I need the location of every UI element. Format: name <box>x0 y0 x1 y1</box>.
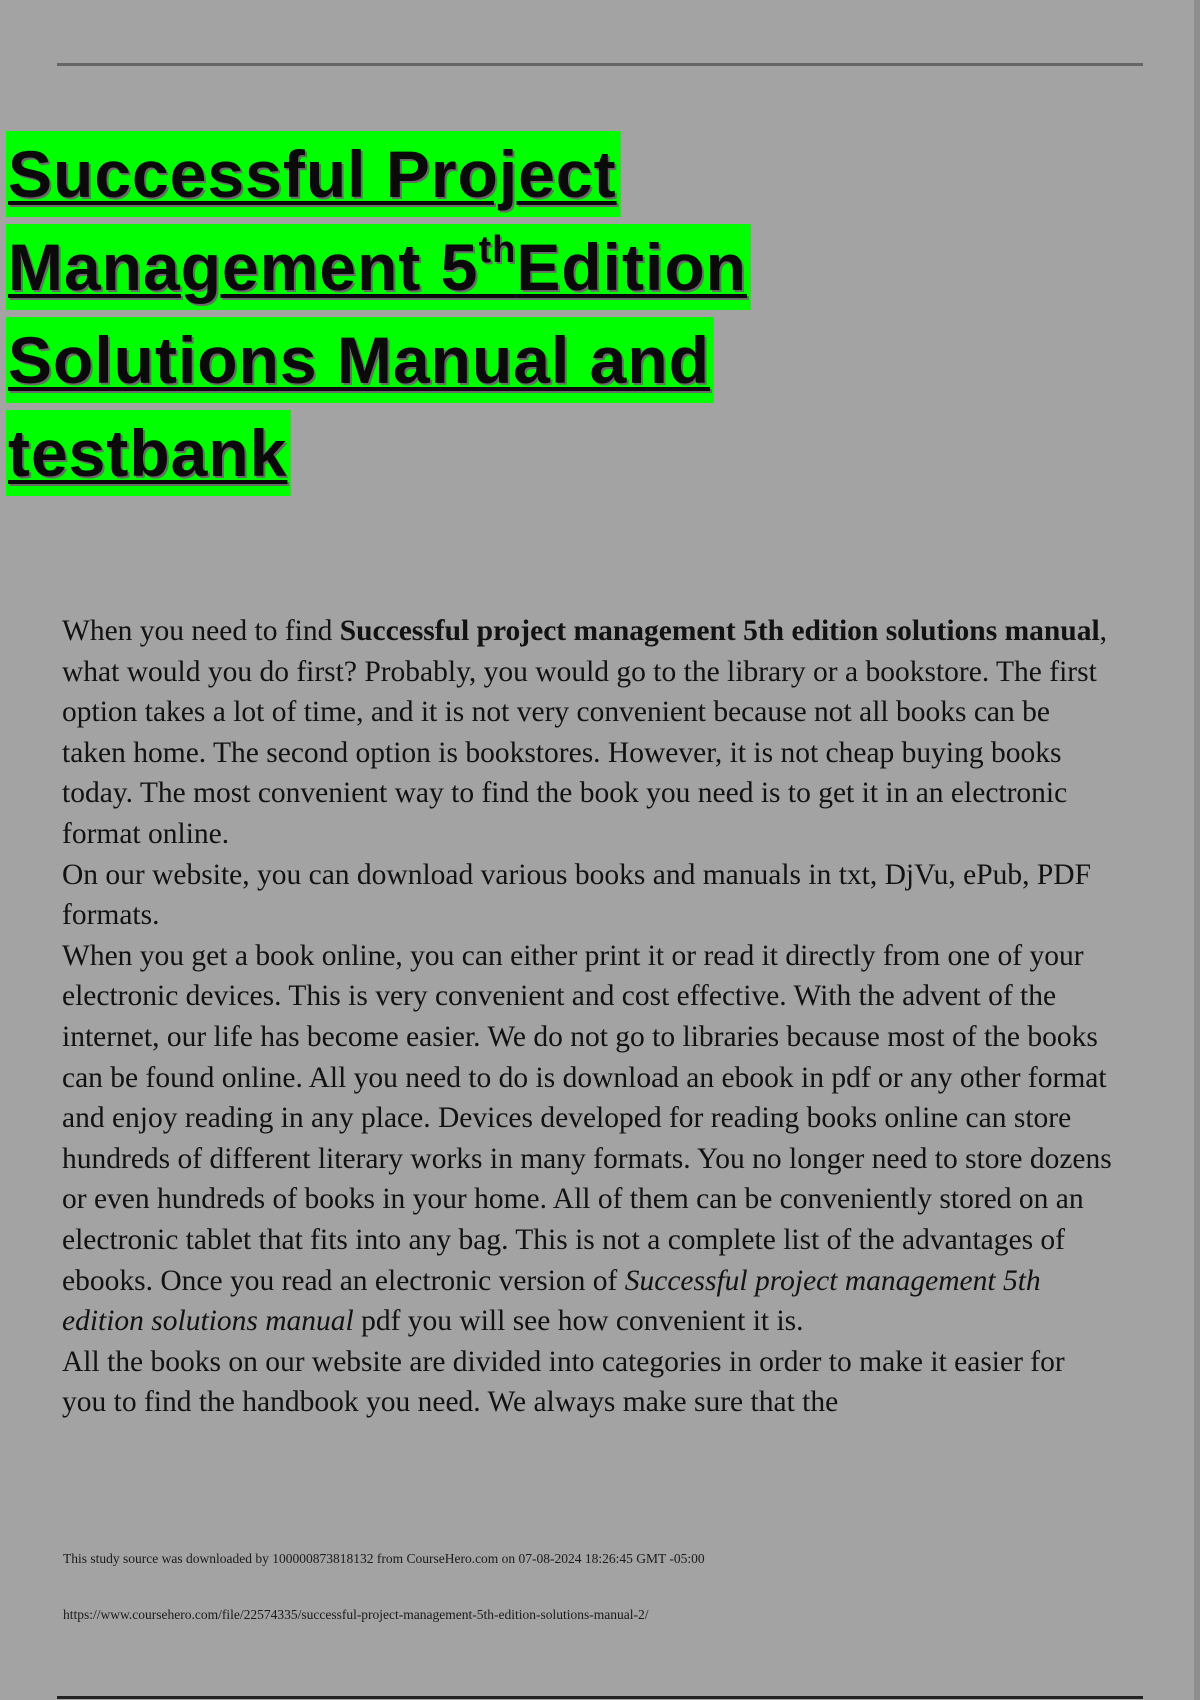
bottom-rule <box>57 1696 1143 1699</box>
bold-book-title: Successful project management 5th edition solutions manual <box>339 615 1100 647</box>
body-text <box>62 611 1112 1423</box>
page-edge <box>1194 0 1200 1700</box>
title-line-4: testbank <box>6 410 291 496</box>
top-rule <box>57 63 1143 66</box>
title-line-2-tail: Edition <box>516 230 747 304</box>
paragraph-4: All the books on our website are divided into categories in order to make it easier for you to find the handbook you need. We always make sure that the <box>62 1345 1065 1419</box>
title-line-1: Successful Project <box>6 131 621 217</box>
title-line-3: Solutions Manual and <box>6 317 714 403</box>
title-superscript: th <box>478 229 517 271</box>
source-url[interactable]: https://www.coursehero.com/file/22574335/successful-project-management-5th-edition-solutions-manual-2/ <box>63 1607 649 1622</box>
download-note: This study source was downloaded by 100000873818132 from CourseHero.com on 07-08-2024 18:26:45 GMT -05:00 <box>63 1551 705 1566</box>
paragraph-1: When you need to find Successful project management 5th edition solutions manual, what would you do first? Probably, you would go to the library or a bookstore. The first option takes a lot of time, and it is not very convenient because not all books can be taken home. The second option is bookstores. However, it is not cheap buying books today. The most convenient way to find the book you need is to get it in an electronic format online. <box>62 615 1108 850</box>
italic-book-title: Successful project management 5th edition solutions manual <box>62 1264 1041 1338</box>
paragraph-2: On our website, you can download various books and manuals in txt, DjVu, ePub, PDF formats. <box>62 858 1091 932</box>
title-line-2 <box>6 224 751 310</box>
paragraph-3: When you get a book online, you can either print it or read it directly from one of your electronic devices. This is very convenient and cost effective. With the advent of the internet, our life has become easier. We do not go to libraries because most of the books can be found online. All you need to do is download an ebook in pdf or any other format and enjoy reading in any place. Devices developed for reading books online can store hundreds of different literary works in many formats. You no longer need to store dozens or even hundreds of books in your home. All of them can be conveniently stored on an electronic tablet that fits into any bag. This is not a complete list of the advantages of ebooks. Once you read an electronic version of Successful project management 5th edition solutions manual pdf you will see how convenient it is. <box>62 939 1112 1338</box>
title-line-2-main: Management 5 <box>8 230 479 304</box>
document-title <box>6 128 906 500</box>
